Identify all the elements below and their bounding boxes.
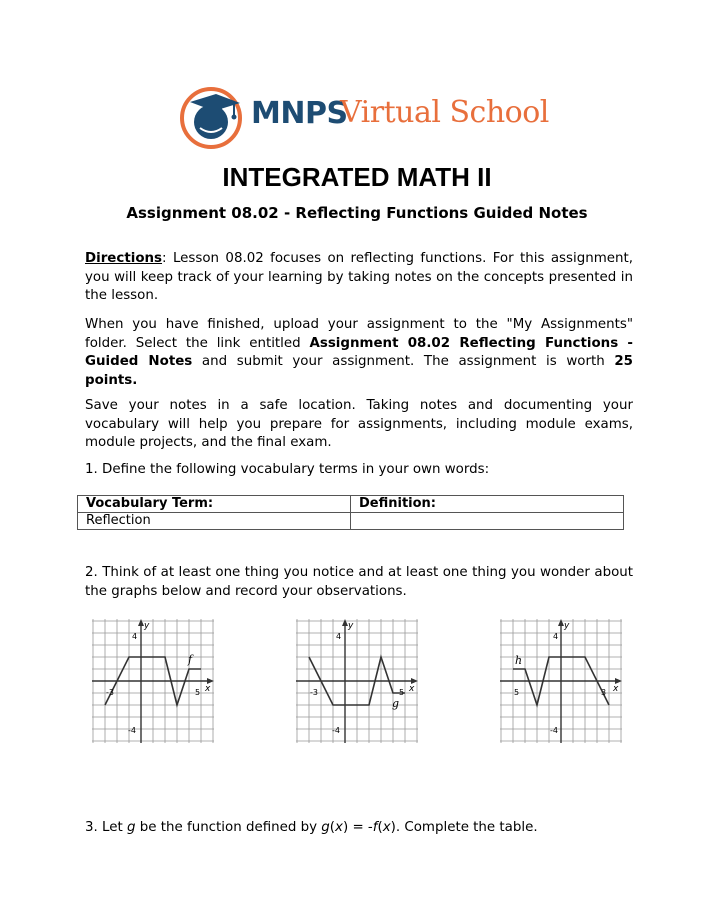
q3-var-x: x (382, 820, 391, 835)
q3-text: be the function defined by (135, 820, 322, 835)
q3-text: ). Complete the table. (390, 820, 538, 835)
y-tick-label: 4 (553, 632, 559, 641)
y-tick-label: -4 (550, 726, 558, 735)
function-label: h (515, 654, 523, 667)
mnps-logo (178, 84, 549, 152)
x-axis-label: x (205, 684, 211, 694)
function-label: f (188, 653, 193, 666)
y-tick-label: 4 (336, 632, 342, 641)
header-vocabulary-term: Vocabulary Term: (78, 496, 351, 513)
save-notes-paragraph: Save your notes in a safe location. Taking notes and documenting your vocabulary will help you prepare for assignments, including module exams, module projects, and the final exam. (85, 398, 633, 450)
assignment-title: Assignment 08.02 - Reﬂecting Functions Guided Notes (126, 204, 588, 222)
question-3: 3. Let g be the function defined by g(x) = -f(x). Complete the table. (85, 820, 538, 835)
graph-f (92, 619, 214, 743)
submit-instructions (85, 316, 633, 390)
logo-text-virtual-school: Virtual School (340, 95, 549, 130)
graduation-cap-logo-icon (178, 84, 248, 152)
x-axis-label: x (409, 684, 415, 694)
submit-text-2: and submit your assignment. The assignment is worth (192, 354, 615, 369)
question-2: 2. Think of at least one thing you notice and at least one thing you wonder about the graphs below and record your observations. (85, 565, 633, 599)
directions-text: Lesson 08.02 focuses on reflecting functions. For this assignment, you will keep track of your learning by taking notes on the concepts presented in the lesson. (85, 251, 633, 303)
y-tick-label: 4 (132, 632, 138, 641)
graph-h (500, 619, 622, 743)
q3-var-g: g (127, 820, 136, 835)
header-definition: Deﬁnition: (351, 496, 624, 513)
assignment-link-name: Assignment 08.02 Reﬂecting Functions - Guided Notes (85, 335, 633, 369)
q3-var-f: f (372, 820, 378, 835)
question-1: 1. Define the following vocabulary terms in your own words: (85, 462, 490, 477)
directions-paragraph: Directions: Lesson 08.02 focuses on reflecting functions. For this assignment, you will keep track of your learning by taking notes on the concepts presented in the lesson. (85, 251, 633, 303)
graph-g (296, 619, 418, 743)
y-axis-label: y (348, 621, 354, 631)
y-axis-label: y (144, 621, 150, 631)
table-row (78, 513, 624, 530)
y-axis-label: y (564, 621, 570, 631)
x-tick-label: 3 (601, 688, 607, 697)
directions-label: Directions (85, 251, 163, 266)
y-tick-label: -4 (128, 726, 136, 735)
x-tick-label: 5 (195, 688, 201, 697)
q3-text: 3. Let (85, 820, 128, 835)
q3-text: ) = - (342, 820, 373, 835)
submit-text-1: When you have finished, upload your assignment to the "My Assignments" folder. Select the link entitled (85, 317, 633, 351)
y-tick-label: -4 (332, 726, 340, 735)
course-title: INTEGRATED MATH II (222, 162, 492, 192)
points-value: 25 points. (85, 354, 633, 388)
term-cell: Reflection (78, 513, 351, 530)
table-header-row (78, 496, 624, 513)
q3-var-g: g (321, 820, 330, 835)
vocabulary-table (77, 495, 624, 530)
x-tick-label: 5 (399, 688, 405, 697)
definition-cell[interactable] (351, 513, 624, 530)
x-axis-label: x (613, 684, 619, 694)
q3-var-x: x (335, 820, 343, 835)
x-tick-label: -3 (106, 688, 114, 697)
x-tick-label: -3 (310, 688, 318, 697)
x-tick-label: 5 (514, 688, 520, 697)
logo-text-mnps: MNPS (251, 96, 348, 131)
function-label: g (392, 697, 400, 710)
